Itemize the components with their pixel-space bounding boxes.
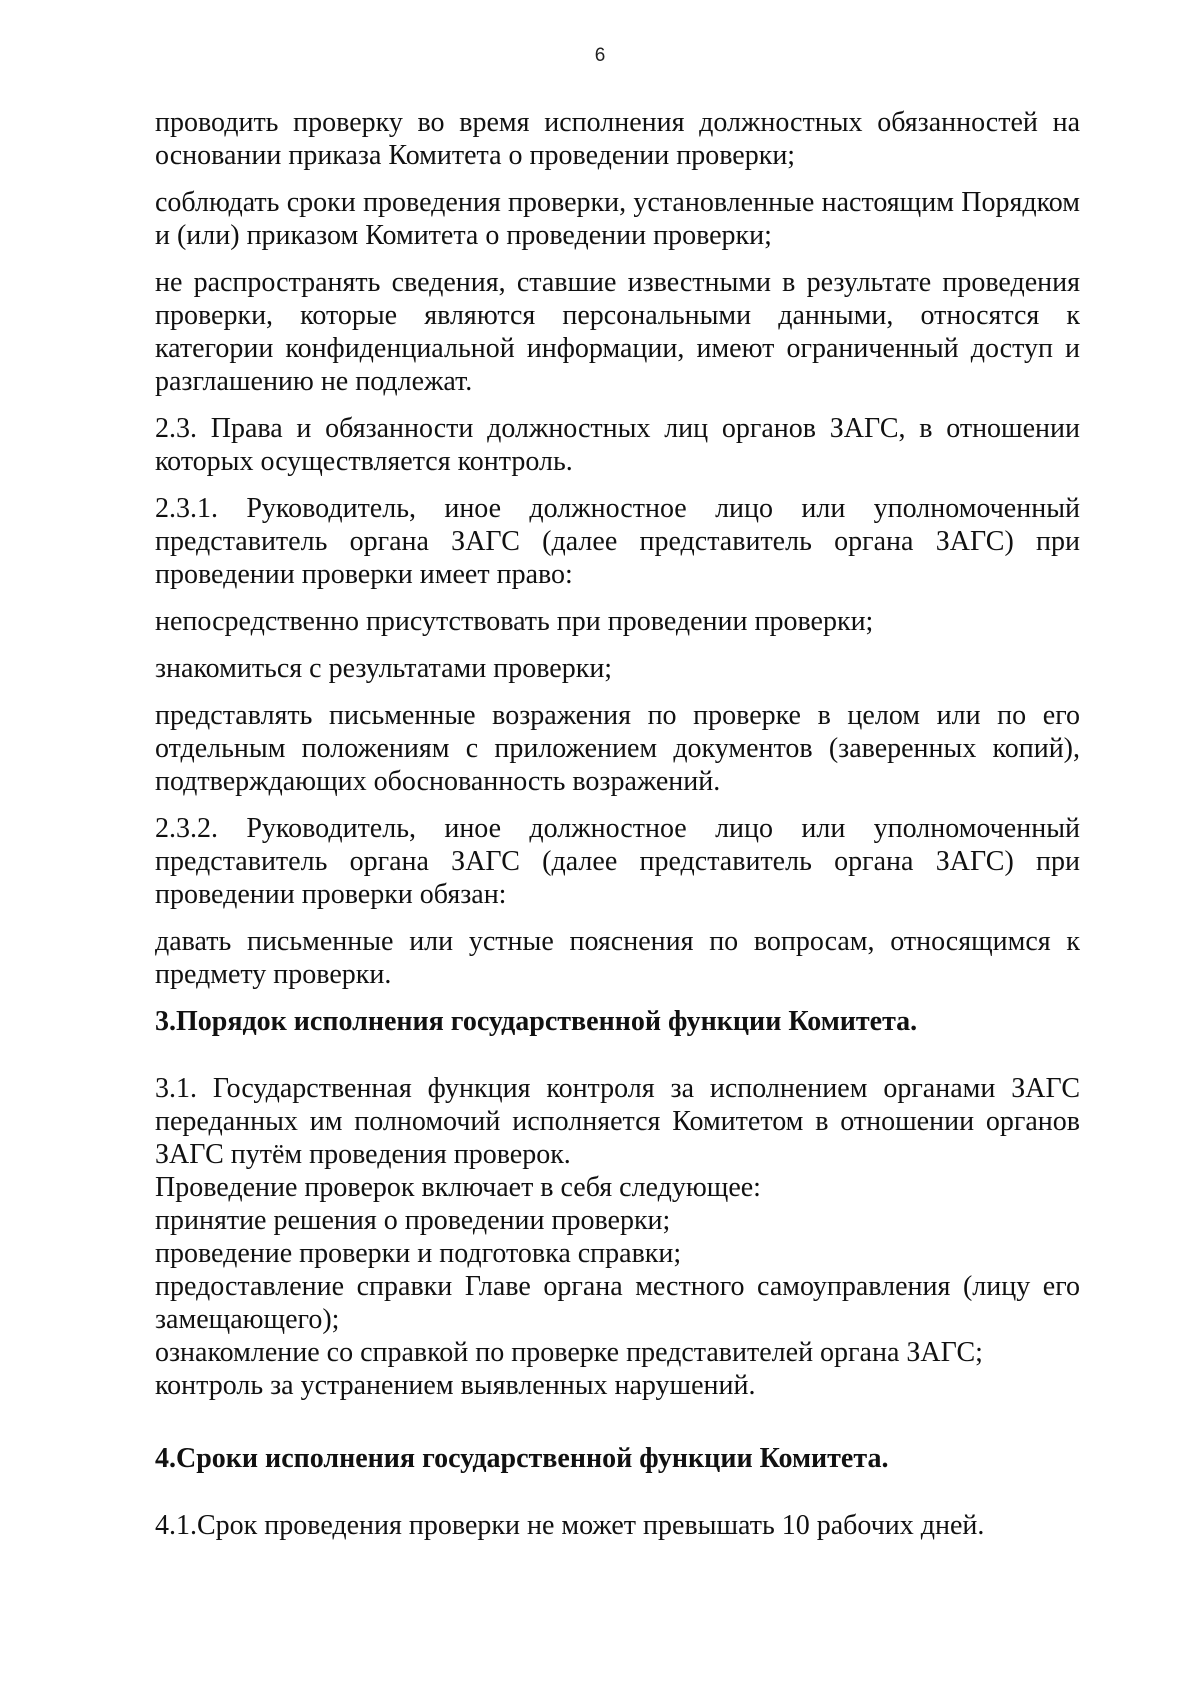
list-item: принятие решения о проведении проверки; bbox=[155, 1205, 671, 1236]
paragraph: представлять письменные возражения по проверке в целом или по его отдельным положениям с приложением документов (заверенных копий), подтверждающих обоснованность возражений. bbox=[155, 700, 1080, 797]
list-item: Проведение проверок включает в себя следующее: bbox=[155, 1172, 761, 1203]
section-3-heading: 3.Порядок исполнения государственной функции Комитета. bbox=[155, 1006, 918, 1037]
list-item: ознакомление со справкой по проверке представителей органа ЗАГС; bbox=[155, 1337, 983, 1368]
section-4-heading: 4.Сроки исполнения государственной функции Комитета. bbox=[155, 1443, 889, 1474]
paragraph: давать письменные или устные пояснения по вопросам, относящимся к предмету проверки. bbox=[155, 926, 1080, 990]
section-2-3-2-paragraph: 2.3.2. Руководитель, иное должностное лицо или уполномоченный представитель органа ЗАГС (далее представитель органа ЗАГС) при проведении проверки обязан: bbox=[155, 813, 1080, 910]
page-number: 6 bbox=[594, 45, 606, 66]
list-item: контроль за устранением выявленных нарушений. bbox=[155, 1370, 756, 1401]
section-2-3-paragraph: 2.3. Права и обязанности должностных лиц органов ЗАГС, в отношении которых осуществляется контроль. bbox=[155, 413, 1080, 477]
list-item: предоставление справки Главе органа местного самоуправления (лицу его замещающего); bbox=[155, 1271, 1080, 1335]
paragraph: соблюдать сроки проведения проверки, установленные настоящим Порядком и (или) приказом Комитета о проведении проверки; bbox=[155, 187, 1080, 251]
section-2-3-1-paragraph: 2.3.1. Руководитель, иное должностное лицо или уполномоченный представитель органа ЗАГС (далее представитель органа ЗАГС) при проведении проверки имеет право: bbox=[155, 493, 1080, 590]
paragraph: не распространять сведения, ставшие известными в результате проведения проверки, которые являются персональными данными, относятся к категории конфиденциальной информации, имеют ограниченный доступ и разглашению не подлежат. bbox=[155, 267, 1080, 397]
document-body bbox=[155, 106, 1080, 1542]
paragraph: знакомиться с результатами проверки; bbox=[155, 653, 613, 684]
paragraph: проводить проверку во время исполнения должностных обязанностей на основании приказа Комитета о проведении проверки; bbox=[155, 107, 1080, 171]
paragraph: непосредственно присутствовать при проведении проверки; bbox=[155, 606, 874, 637]
section-4-1-paragraph: 4.1.Срок проведения проверки не может превышать 10 рабочих дней. bbox=[155, 1510, 985, 1541]
section-3-1-paragraph: 3.1. Государственная функция контроля за исполнением органами ЗАГС переданных им полномочий исполняется Комитетом в отношении органов ЗАГС путём проведения проверок. bbox=[155, 1073, 1080, 1170]
list-item: проведение проверки и подготовка справки; bbox=[155, 1238, 682, 1269]
